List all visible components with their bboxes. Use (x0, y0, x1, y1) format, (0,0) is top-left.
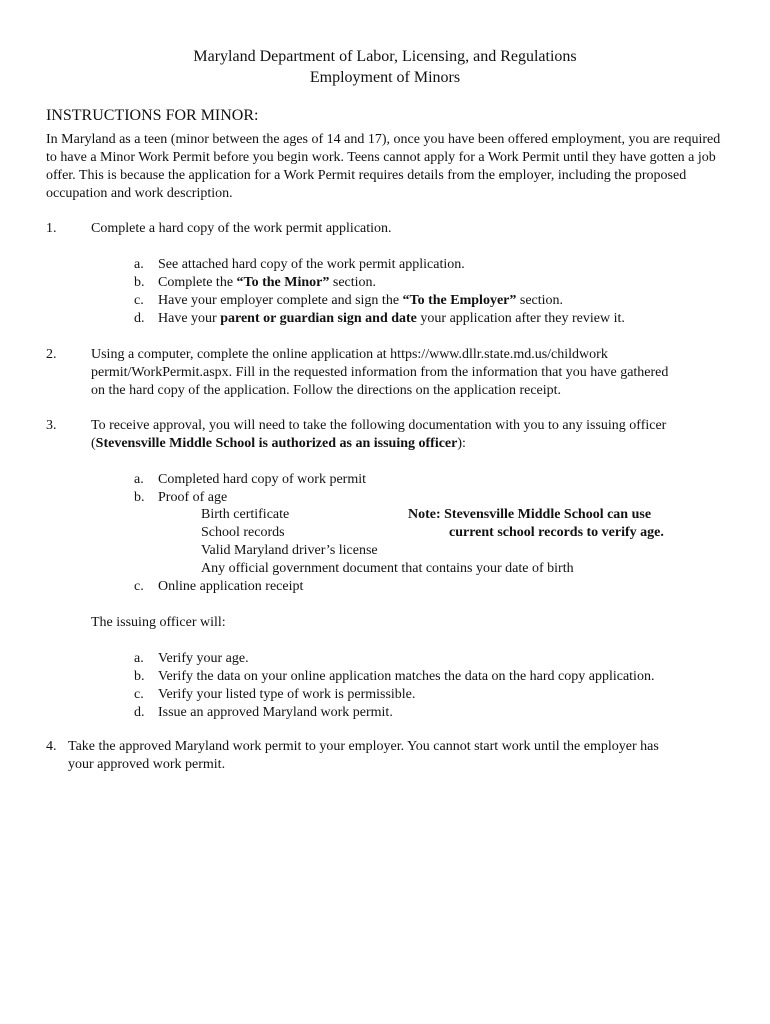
item-text: See attached hard copy of the work permit application. (158, 257, 465, 272)
step-3-line-1: To receive approval, you will need to take the following documentation with you to any issuing officer (91, 418, 667, 433)
step-1-item-c (134, 292, 563, 310)
school-records-note-line-2: current school records to verify age. (449, 525, 664, 540)
age-proof-item: Birth certificate (201, 507, 290, 522)
step-2-line-1: Using a computer, complete the online application at https://www.dllr.state.md.us/childwork (91, 347, 608, 362)
step-2-line-2: permit/WorkPermit.aspx. Fill in the requested information from the information that you have gathered (91, 365, 669, 380)
step-3-number: 3. (46, 418, 57, 433)
step-1-item-a (134, 256, 465, 274)
step-4-number: 4. (46, 739, 57, 754)
step-4-line-1: Take the approved Maryland work permit to your employer. You cannot start work until the employer has (68, 739, 659, 754)
header-subject: Employment of Minors (309, 69, 461, 86)
step-3-authorized-note: Stevensville Middle School is authorized as an issuing officer (95, 436, 458, 451)
issuing-officer-intro: The issuing officer will: (91, 615, 226, 630)
step-3-item-a (134, 471, 366, 489)
step-3-line-2 (91, 435, 731, 453)
officer-item-d (134, 704, 393, 722)
item-marker: b. (134, 490, 145, 505)
step-3-item-b (134, 489, 227, 507)
officer-item-a (134, 650, 249, 668)
step-1-text: Complete a hard copy of the work permit application. (91, 221, 392, 236)
item-text: Completed hard copy of work permit (158, 472, 367, 487)
item-marker: c. (134, 579, 144, 594)
age-proof-item: School records (201, 525, 285, 540)
item-text-post: section. (516, 293, 564, 308)
item-text-pre: Have your (158, 311, 221, 326)
step-4 (46, 738, 726, 774)
age-proof-item: Any official government document that contains your date of birth (201, 561, 574, 576)
item-marker: b. (134, 669, 145, 684)
age-proof-item: Valid Maryland driver’s license (201, 543, 378, 558)
item-marker: c. (134, 687, 144, 702)
item-text: Verify your listed type of work is permissible. (158, 687, 416, 702)
officer-item-b (134, 668, 654, 686)
item-text-pre: Have your employer complete and sign the (158, 293, 403, 308)
step-1-number: 1. (46, 221, 57, 236)
item-marker: c. (134, 293, 144, 308)
header-agency: Maryland Department of Labor, Licensing, and Regulations (193, 48, 577, 65)
school-records-note-line-1: Note: Stevensville Middle School can use (408, 507, 652, 522)
step-1-item-b (134, 274, 376, 292)
item-text: Verify your age. (158, 651, 249, 666)
item-text-post: section. (329, 275, 377, 290)
item-marker: d. (134, 705, 145, 720)
item-text: Online application receipt (158, 579, 304, 594)
step-4-line-2: your approved work permit. (68, 757, 226, 772)
item-text: Issue an approved Maryland work permit. (158, 705, 393, 720)
step-1-item-d (134, 310, 625, 328)
step-3-item-c (134, 578, 303, 596)
item-marker: d. (134, 311, 145, 326)
item-text-bold: “To the Employer” (402, 293, 517, 308)
item-marker: a. (134, 472, 144, 487)
item-marker: a. (134, 651, 144, 666)
step-2-line-3: on the hard copy of the application. Follow the directions on the application receipt. (91, 383, 562, 398)
item-marker: b. (134, 275, 145, 290)
step-3-paren-close: ): (457, 436, 466, 451)
item-text-bold: “To the Minor” (236, 275, 330, 290)
step-3-paren-open: ( (91, 436, 96, 451)
item-text-post: your application after they review it. (416, 311, 625, 326)
item-marker: a. (134, 257, 144, 272)
intro-paragraph: In Maryland as a teen (minor between the ages of 14 and 17), once you have been offered employment, you are required to have a Minor Work Permit before you begin work. Teens cannot apply for a Work Permit until they have gotten a job offer. This is because the application for a Work Permit requires details from the employer, including the proposed occupation and work description. (46, 132, 721, 201)
item-text: Proof of age (158, 490, 228, 505)
step-2-number: 2. (46, 347, 57, 362)
item-text: Verify the data on your online application matches the data on the hard copy application. (158, 669, 655, 684)
officer-item-c (134, 686, 415, 704)
item-text-pre: Complete the (158, 275, 237, 290)
section-heading: INSTRUCTIONS FOR MINOR: (46, 107, 259, 124)
item-text-bold: parent or guardian sign and date (220, 311, 417, 326)
